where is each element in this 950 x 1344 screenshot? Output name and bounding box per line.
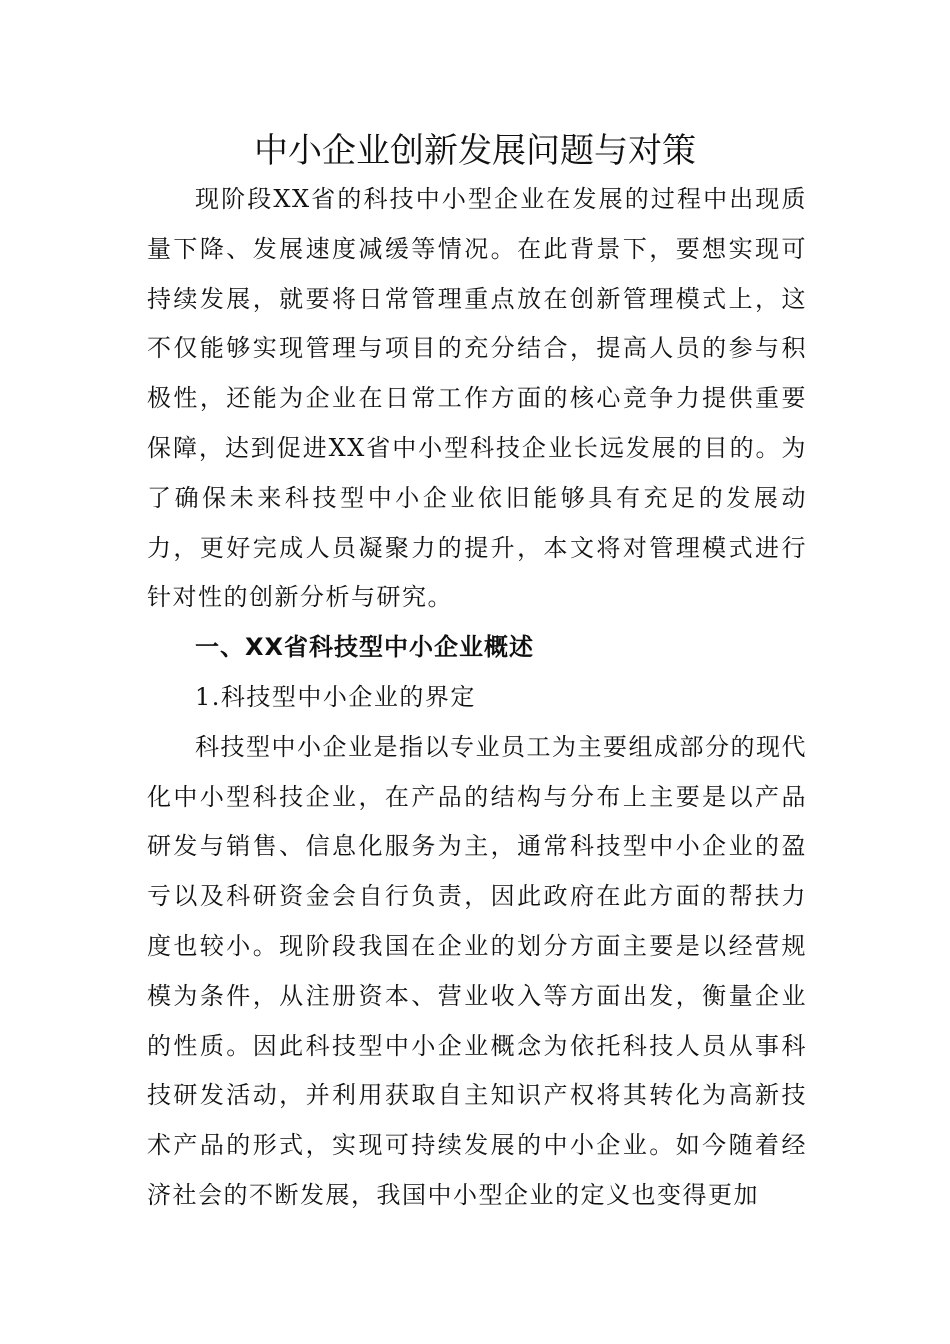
document-body [147, 175, 807, 1221]
subsection-heading: 1.科技型中小企业的界定 [195, 682, 476, 711]
section-heading: 一、XX省科技型中小企业概述 [195, 633, 535, 662]
document-title: 中小企业创新发展问题与对策 [254, 131, 696, 171]
definition-paragraph: 科技型中小企业是指以专业员工为主要组成部分的现代化中小型科技企业，在产品的结构与分布上主要是以产品研发与销售、信息化服务为主，通常科技型中小企业的盈亏以及科研资金会自行负责，因此政府在此方面的帮扶力度也较小。现阶段我国在企业的划分方面主要是以经营规模为条件，从注册资本、营业收入等方面出发，衡量企业的性质。因此科技型中小企业概念为依托科技人员从事科技研发活动，并利用获取自主知识产权将其转化为高新技术产品的形式，实现可持续发展的中小企业。如今随着经济社会的不断发展，我国中小型企业的定义也变得更加 [147, 732, 807, 1209]
intro-paragraph: 现阶段XX省的科技中小型企业在发展的过程中出现质量下降、发展速度减缓等情况。在此背景下，要想实现可持续发展，就要将日常管理重点放在创新管理模式上，这不仅能够实现管理与项目的充分结合，提高人员的参与积极性，还能为企业在日常工作方面的核心竞争力提供重要保障，达到促进XX省中小型科技企业长远发展的目的。为了确保未来科技型中小企业依旧能够具有充足的发展动力，更好完成人员凝聚力的提升，本文将对管理模式进行针对性的创新分析与研究。 [147, 185, 807, 612]
